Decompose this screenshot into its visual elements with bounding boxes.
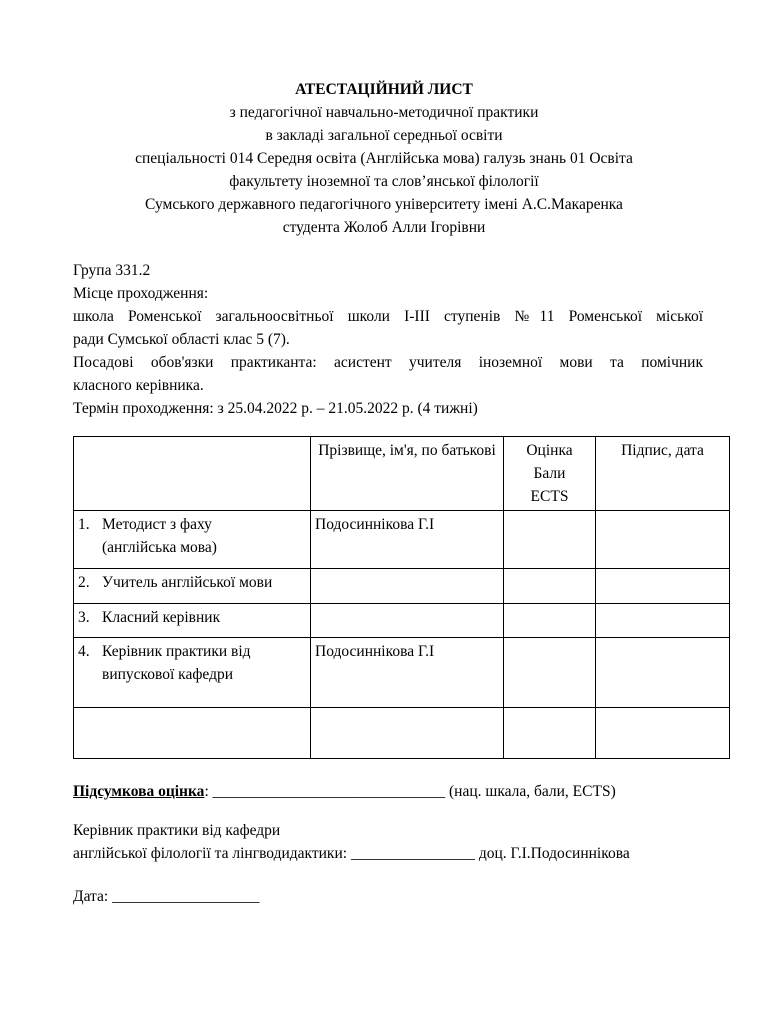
name-cell <box>311 569 504 604</box>
place-line-2: ради Сумської області клас 5 (7). <box>73 331 290 348</box>
duties-line-2: класного керівника. <box>73 377 204 394</box>
sign-cell <box>596 708 730 759</box>
grade-cell <box>504 511 596 569</box>
final-grade-blank: ______________________________ <box>212 783 446 800</box>
header-line-practice: з педагогічної навчально-методичної практики <box>229 104 539 121</box>
grade-cell <box>504 569 596 604</box>
name-cell <box>311 708 504 759</box>
role-cell <box>74 638 311 708</box>
duties-line-1: Посадові обов'язки практиканта: асистент учителя іноземної мови та помічник <box>73 354 703 371</box>
supervisor-line-2 <box>73 844 630 864</box>
place-label: Місце проходження: <box>73 285 209 302</box>
name-cell: Подосиннікова Г.І <box>311 638 504 708</box>
term-text: Термін проходження: з 25.04.2022 р. – 21.05.2022 р. (4 тижні) <box>73 400 478 417</box>
date-blank: ___________________ <box>112 888 260 905</box>
row-number: 4. <box>78 643 90 660</box>
row-number: 3. <box>78 609 90 626</box>
date-line <box>73 887 259 907</box>
role-cell <box>74 708 311 759</box>
row-number: 1. <box>78 516 90 533</box>
name-cell <box>311 604 504 638</box>
sign-cell <box>596 638 730 708</box>
table-row <box>74 638 730 708</box>
group-text: Група 331.2 <box>73 262 151 279</box>
header-line-faculty: факультету іноземної та слов’янської філології <box>229 173 539 190</box>
place-line-1: школа Роменської загальноосвітньої школи І-ІІІ ступенів №11 Роменської міської <box>73 308 703 325</box>
header-name-cell <box>311 437 504 511</box>
grade-cell <box>504 604 596 638</box>
role-cell <box>74 604 311 638</box>
row-number: 2. <box>78 574 90 591</box>
sign-cell <box>596 604 730 638</box>
header-line-school: в закладі загальної середньої освіти <box>265 127 503 144</box>
final-grade-scale: (нац. шкала, бали, ECTS) <box>449 783 616 800</box>
header-sign-cell <box>596 437 730 511</box>
supervisor-signature-blank: ________________ <box>350 845 475 862</box>
header-line-specialty: спеціальності 014 Середня освіта (Англійська мова) галузь знань 01 Освіта <box>135 150 633 167</box>
role-text: Методист з фаху <box>102 516 212 533</box>
grade-cell <box>504 708 596 759</box>
header-grade-text: Оцінка Бали ECTS <box>526 442 573 505</box>
table-header-row <box>74 437 730 511</box>
header-grade-cell <box>504 437 596 511</box>
final-grade-line <box>73 782 616 802</box>
header-line-university: Сумського державного педагогічного університету імені А.С.Макаренка <box>145 196 623 213</box>
header-role-cell <box>74 437 311 511</box>
role-cell <box>74 569 311 604</box>
table-row <box>74 604 730 638</box>
role-text: Класний керівник <box>102 609 221 626</box>
role-text: Учитель англійської мови <box>102 574 273 591</box>
final-grade-colon: : <box>204 783 209 800</box>
role-cell <box>74 511 311 569</box>
attestation-table <box>73 436 730 759</box>
role-text-continued: (англійська мова) <box>102 539 217 556</box>
header-sign-text: Підпис, дата <box>621 442 704 459</box>
name-cell: Подосиннікова Г.І <box>311 511 504 569</box>
header-name-text: Прізвище, ім'я, по батькові <box>318 442 496 459</box>
document-title: АТЕСТАЦІЙНИЙ ЛИСТ <box>295 81 473 98</box>
supervisor-name: доц. Г.І.Подосиннікова <box>478 845 630 862</box>
table-row <box>74 708 730 759</box>
grade-cell <box>504 638 596 708</box>
role-text: Керівник практики від <box>102 643 251 660</box>
supervisor-line-1: Керівник практики від кафедри <box>73 822 281 839</box>
sign-cell <box>596 569 730 604</box>
supervisor-department: англійської філології та лінгводидактики: <box>73 845 348 862</box>
table-row <box>74 569 730 604</box>
final-grade-label: Підсумкова оцінка <box>73 783 205 800</box>
date-label: Дата: <box>73 888 109 905</box>
sign-cell <box>596 511 730 569</box>
table-row <box>74 511 730 569</box>
role-text-continued: випускової кафедри <box>102 666 234 683</box>
header-line-student: студента Жолоб Алли Ігорівни <box>282 219 486 236</box>
